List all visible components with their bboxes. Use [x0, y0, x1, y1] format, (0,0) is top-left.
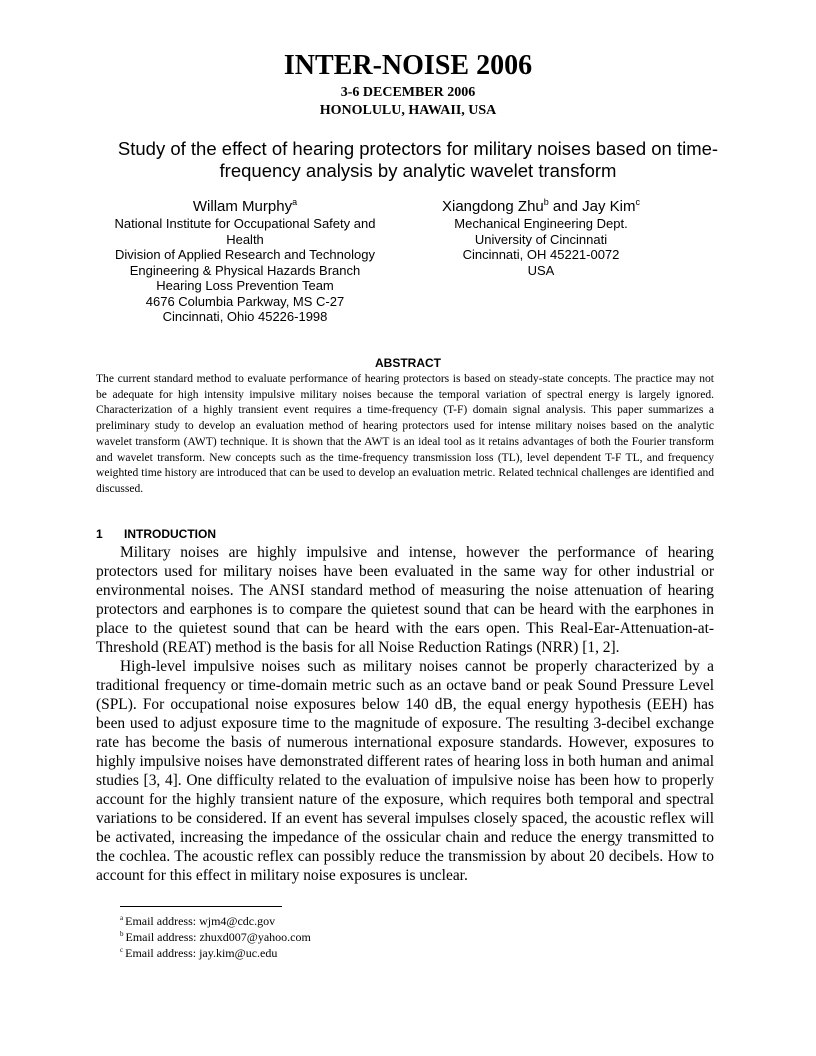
body-paragraph: Military noises are highly impulsive and intense, however the performance of hearing protectors used for military noises have been evaluated in the same way for other industrial or environmental noises. The ANSI standard method of measuring the noise attenuation of hearing protectors and earphones is to compare the quietest sound that can be heard with the earphones in place to the quietest sound that can be heard with the ears open. This Real-Ear-Attenuation-at-Threshold (REAT) method is the basis for all Noise Reduction Ratings (NRR) [1, 2]. [96, 544, 714, 656]
conference-date: 3-6 DECEMBER 2006 [340, 85, 476, 100]
affiliation-line: Hearing Loss Prevention Team [156, 278, 334, 293]
footnote-mark: c [120, 946, 124, 954]
affiliation-line: USA [527, 262, 555, 278]
body-paragraph: High-level impulsive noises such as military noises cannot be properly characterized by a traditional frequency or time-domain metric such as an octave band or peak Sound Pressure Level (SPL). For occupational noise exposures below 140 dB, the equal energy hypothesis (EEH) has been used to adjust exposure time to the magnitude of exposure. The resulting 3-decibel exchange rate has become the basis of numerous international exposure standards. However, exposures to highly impulsive noises have demonstrated different rates of hearing loss in both human and animal studies [3, 4]. One difficulty related to the evaluation of impulsive noise has been how to properly account for the highly transient nature of the exposure, which requires both temporal and spectral variations to be considered. If an event has several impulses closely spaced, the acoustic reflex will be activated, increasing the impedance of the ossicular chain and reduce the energy transmitted to the cochlea. The acoustic reflex can possibly reduce the transmission by about 20 decibels. How to account for this effect in military noise exposures is unclear. [96, 658, 714, 884]
footnote-text: Email address: zhuxd007@yahoo.com [125, 930, 311, 944]
footnote-mark: b [120, 930, 124, 938]
author-name: Willam Murphy$^a$ [192, 197, 298, 215]
conference-title: INTER-NOISE 2006 [283, 50, 533, 81]
section-title: INTRODUCTION [124, 527, 216, 541]
section-heading-introduction [96, 527, 216, 542]
abstract-heading: ABSTRACT [375, 356, 441, 370]
abstract-text: The current standard method to evaluate performance of hearing protectors is based on steady-state concepts. The practice may not be adequate for high intensity impulsive military noises because the temporal variation of spectral energy is largely ignored. Characterization of a highly transient event requires a time-frequency (T-F) domain signal analysis. This paper summarizes a preliminary study to develop an evaluation method of hearing protectors used for intense military noises based on the analytic wavelet transform (AWT) technique. It is shown that the AWT is an ideal tool as it retains advantages of both the Fourier transform and wavelet transform. New concepts such as the time-frequency transmission loss (TL), level dependent T-F TL, and frequency weighted time history are introduced that can be used to develop an evaluation metric. Related technical challenges are identified and discussed. [96, 373, 714, 495]
conference-location: HONOLULU, HAWAII, USA [319, 103, 497, 118]
affiliation-line: 4676 Columbia Parkway, MS C-27 [145, 293, 345, 309]
affiliation-line: Engineering & Physical Hazards Branch [129, 262, 361, 278]
footnote-text: Email address: jay.kim@uc.edu [125, 946, 278, 960]
paper-title: Study of the effect of hearing protectors for military noises based on time-frequency analysis by analytic wavelet transform [117, 138, 719, 181]
author-names: Xiangdong Zhu$^b$ and Jay Kim$^c$ [442, 197, 640, 215]
author-footnote-mark: b [543, 197, 549, 207]
affiliation-line: National Institute for Occupational Safety and Health [114, 216, 376, 247]
section-number: 1 [96, 527, 103, 541]
footnotes [120, 913, 520, 961]
footnote-text: Email address: wjm4@cdc.gov [125, 914, 276, 928]
affiliation-line: Cincinnati, OH 45221-0072 [462, 247, 620, 262]
footnote-mark: a [120, 914, 124, 922]
author-block-left [100, 198, 390, 325]
affiliation-line: Mechanical Engineering Dept. [454, 216, 628, 231]
affiliation-line: Division of Applied Research and Technology [115, 247, 375, 262]
footnote [120, 913, 520, 929]
footnote-divider [120, 906, 282, 907]
affiliation-line: University of Cincinnati [474, 231, 608, 247]
affiliation-line: Cincinnati, Ohio 45226-1998 [162, 309, 328, 324]
author-footnote-mark: a [292, 197, 298, 207]
author-block-right [420, 198, 662, 278]
author-footnote-mark: c [635, 197, 640, 207]
footnote [120, 929, 520, 945]
footnote [120, 945, 520, 961]
